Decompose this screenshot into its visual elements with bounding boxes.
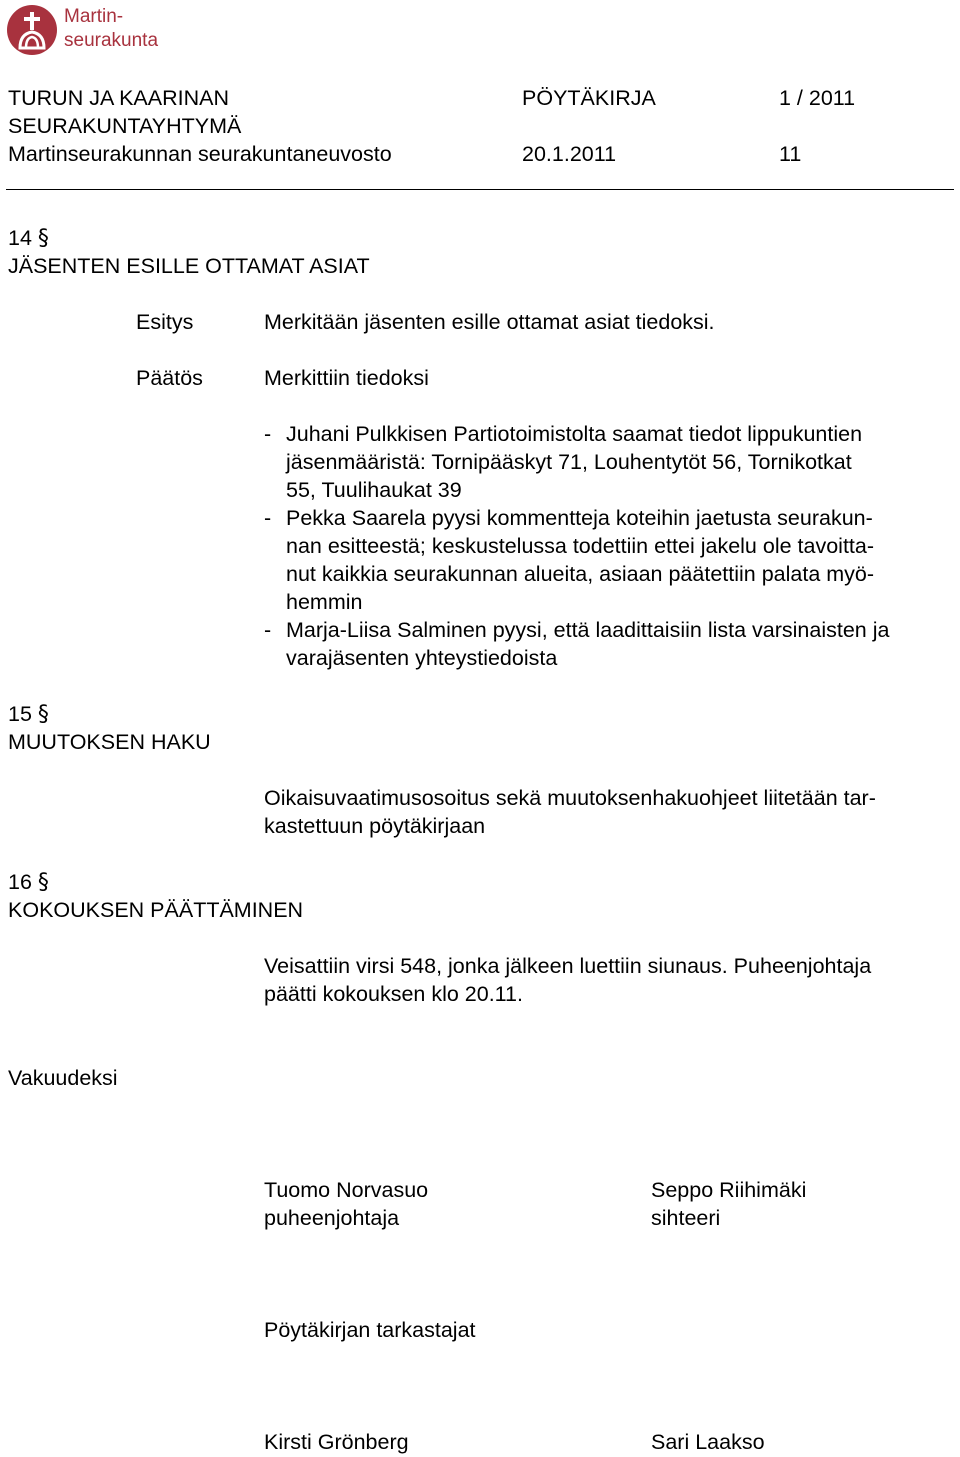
section-number: 14: [8, 226, 32, 250]
certification-label: Vakuudeksi: [8, 1066, 118, 1090]
header-divider: [6, 189, 954, 190]
section-symbol: §: [37, 870, 49, 895]
section-14-title: JÄSENTEN ESILLE OTTAMAT ASIAT: [8, 254, 370, 278]
header-body: Martinseurakunnan seurakuntaneuvosto: [8, 142, 392, 166]
logo-text-line1: Martin-: [64, 6, 124, 27]
checker-name: Sari Laakso: [651, 1430, 765, 1454]
list-item: [264, 504, 889, 616]
header-date: 20.1.2011: [522, 142, 617, 166]
list-item-line: jäsenmääristä: Tornipääskyt 71, Louhentytöt 56, Tornikotkat: [286, 450, 852, 474]
section-15-text-line: Oikaisuvaatimusosoitus sekä muutoksenhakuohjeet liitetään tar-: [264, 786, 876, 810]
section-16-text-line: Veisattiin virsi 548, jonka jälkeen luettiin siunaus. Puheenjohtaja: [264, 954, 872, 978]
header-issue: 1 / 2011: [779, 86, 856, 110]
decision-label: Päätös: [136, 366, 203, 390]
checkers-label: Pöytäkirjan tarkastajat: [264, 1318, 476, 1342]
list-item-line: nan esitteestä; keskustelussa todettiin ettei jakelu ole tavoitta-: [286, 534, 875, 558]
list-item-line: varajäsenten yhteystiedoista: [286, 646, 558, 670]
list-item-line: nut kaikkia seurakunnan alueita, asiaan päätettiin palata myö-: [286, 562, 875, 586]
list-item-line: 55, Tuulihaukat 39: [286, 478, 462, 502]
signer-name: Seppo Riihimäki: [651, 1178, 807, 1202]
church-cross-emblem-icon: [6, 4, 58, 56]
checker-name: Kirsti Grönberg: [264, 1430, 409, 1454]
section-16-heading: [8, 868, 49, 897]
organization-logo: [6, 4, 206, 56]
section-number: 15: [8, 702, 32, 726]
proposal-label: Esitys: [136, 310, 194, 334]
list-item: [264, 616, 889, 672]
list-dash: -: [264, 422, 272, 446]
list-item: [264, 420, 889, 504]
section-symbol: §: [37, 702, 49, 727]
header-doc-type: PÖYTÄKIRJA: [522, 86, 656, 110]
list-item-line: Juhani Pulkkisen Partiotoimistolta saamat tiedot lippukuntien: [286, 422, 863, 446]
list-item-line: Pekka Saarela pyysi kommentteja koteihin jaetusta seurakun-: [286, 506, 873, 530]
proposal-text: Merkitään jäsenten esille ottamat asiat tiedoksi.: [264, 310, 715, 334]
header-org-line2: SEURAKUNTAYHTYMÄ: [8, 114, 242, 138]
header-org-line1: TURUN JA KAARINAN: [8, 86, 230, 110]
signer-name: Tuomo Norvasuo: [264, 1178, 429, 1202]
list-item-line: Marja-Liisa Salminen pyysi, että laadittaisiin lista varsinaisten ja: [286, 618, 890, 642]
signer-role: sihteeri: [651, 1206, 721, 1230]
list-item-line: hemmin: [286, 590, 363, 614]
section-symbol: §: [37, 226, 49, 251]
section-15-title: MUUTOKSEN HAKU: [8, 730, 211, 754]
section-16-text-line: päätti kokouksen klo 20.11.: [264, 982, 523, 1006]
list-dash: -: [264, 506, 272, 530]
decision-text: Merkittiin tiedoksi: [264, 366, 429, 390]
section-number: 16: [8, 870, 32, 894]
list-dash: -: [264, 618, 272, 642]
logo-text-line2: seurakunta: [64, 30, 159, 51]
signer-role: puheenjohtaja: [264, 1206, 400, 1230]
section-14-heading: [8, 224, 49, 253]
decision-item-list: [264, 420, 889, 672]
header-page-number: 11: [779, 142, 802, 166]
section-16-title: KOKOUKSEN PÄÄTTÄMINEN: [8, 898, 304, 922]
section-15-heading: [8, 700, 49, 729]
section-15-text-line: kastettuun pöytäkirjaan: [264, 814, 486, 838]
